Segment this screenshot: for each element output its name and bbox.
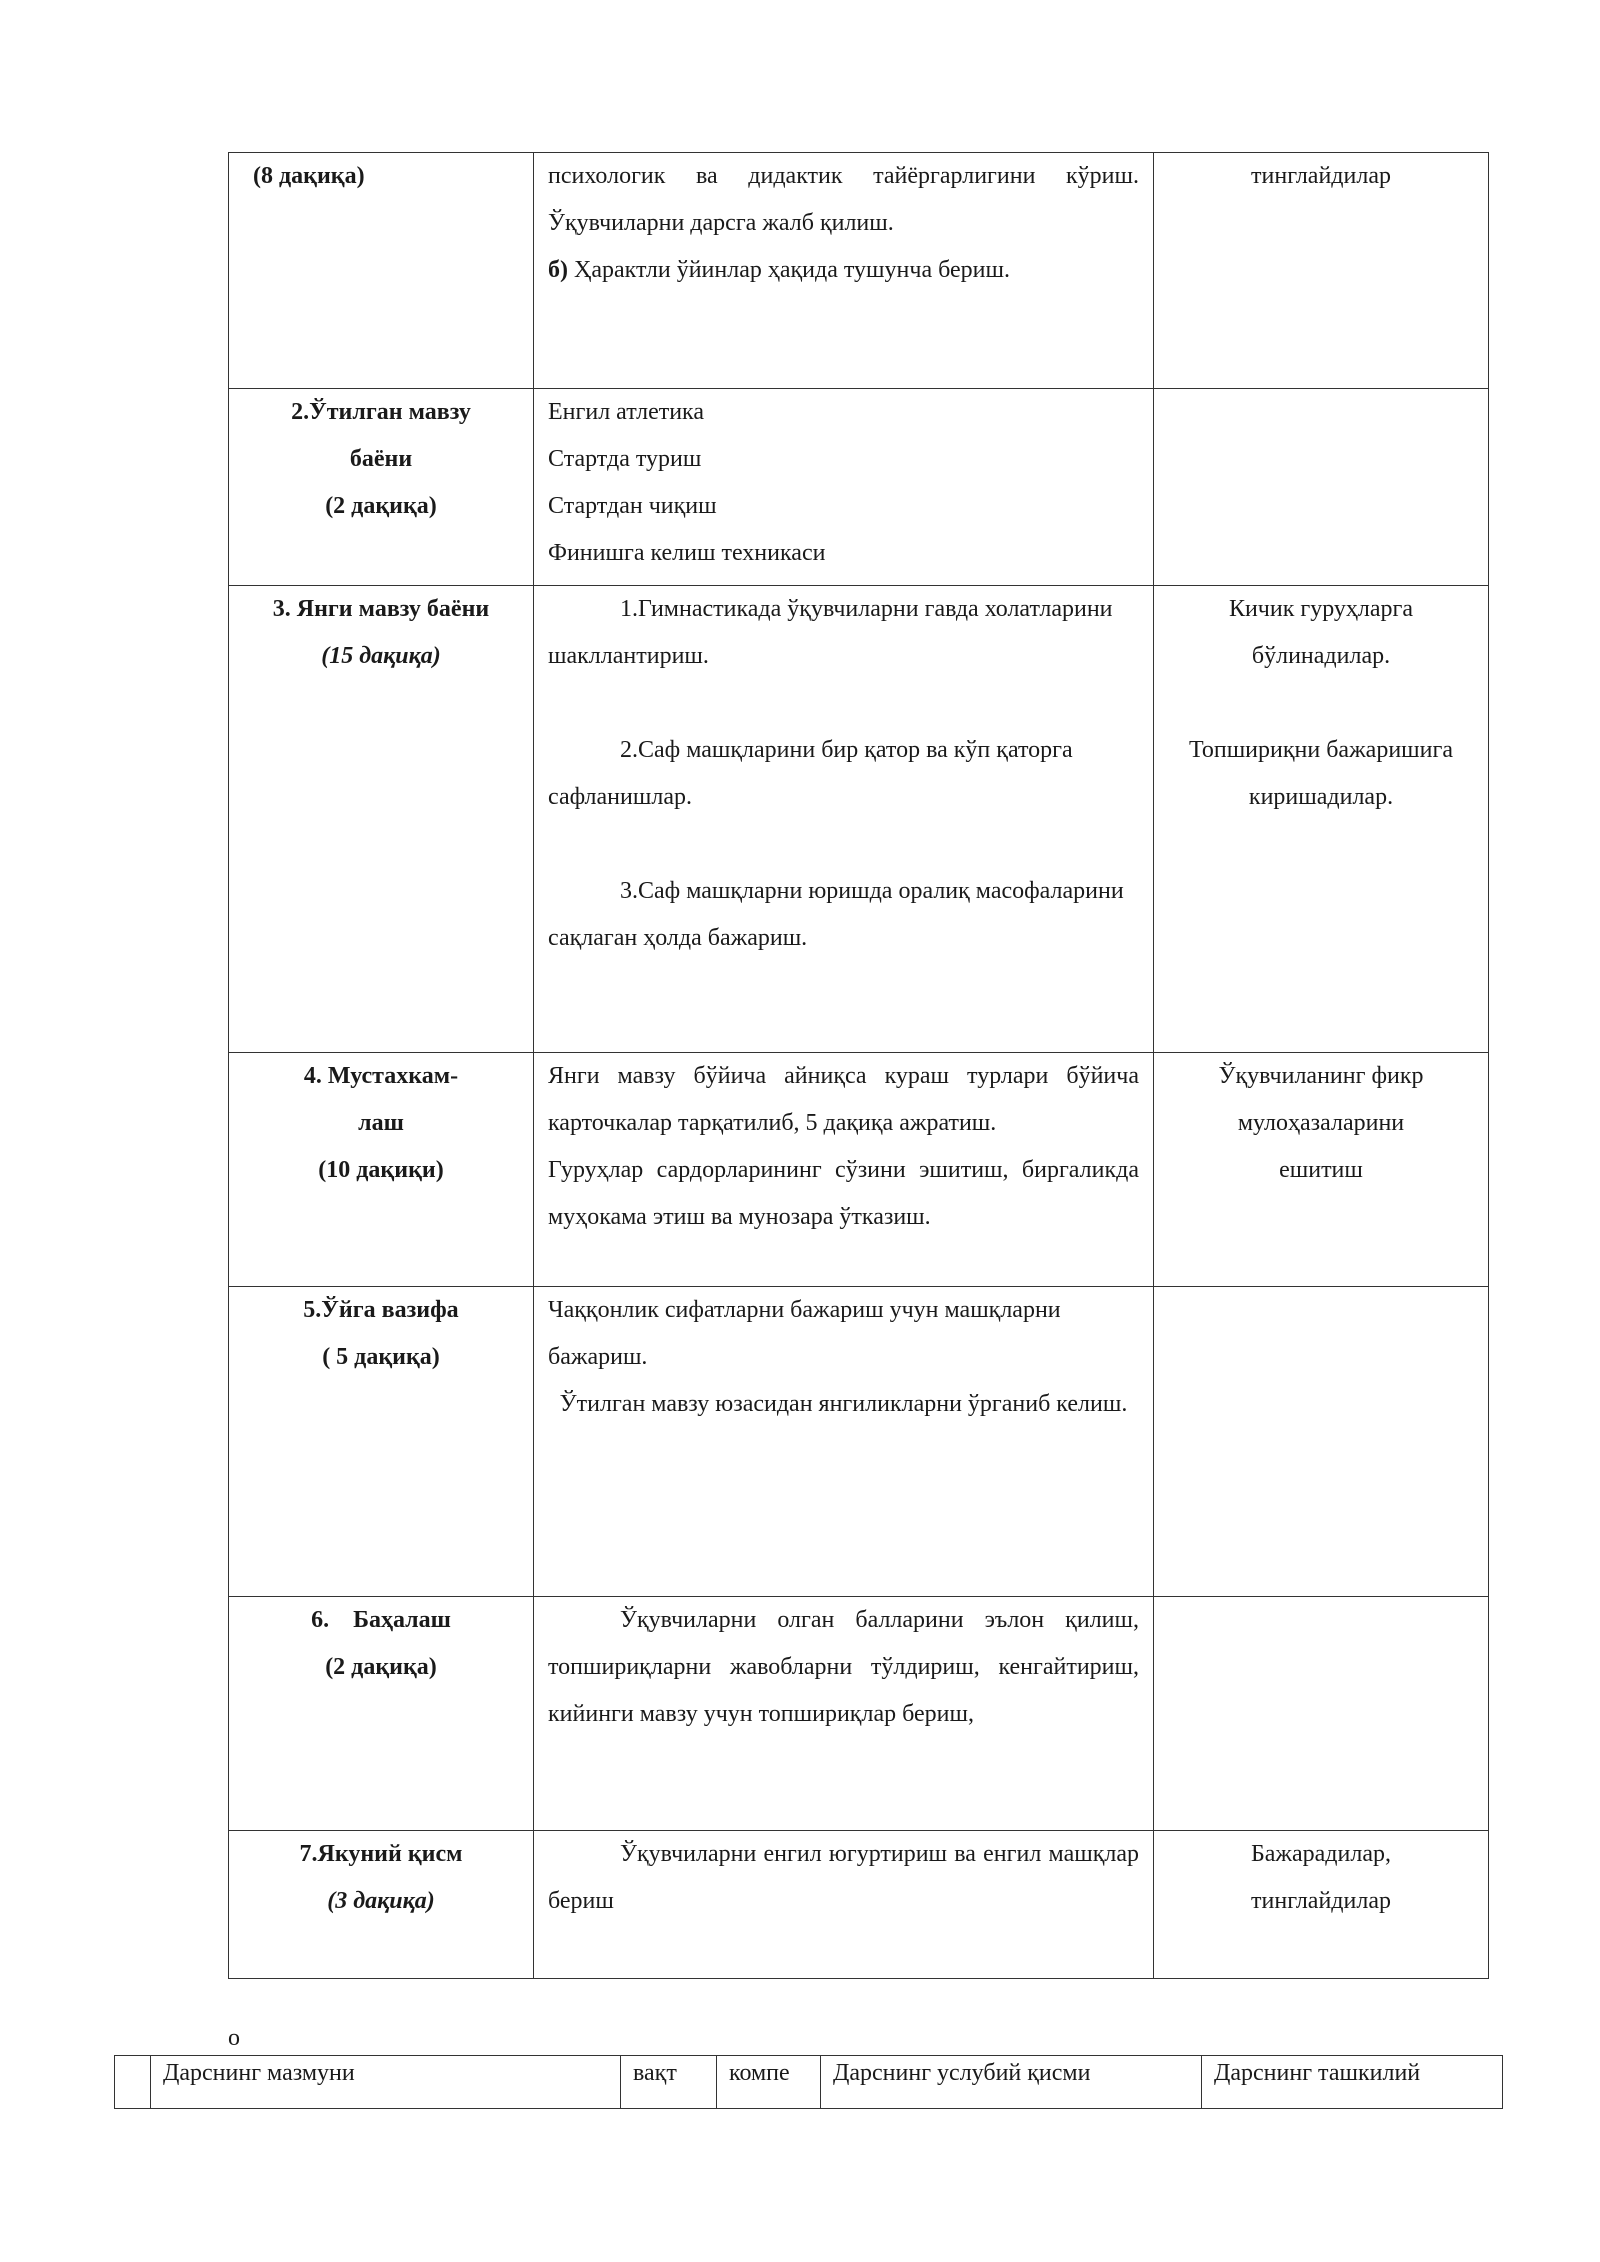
activity-text: Бажарадилар, [1250, 1841, 1391, 1867]
stage-cell [229, 389, 534, 586]
table-row [229, 1597, 1489, 1831]
content-text: Янги мавзу бўйича айниқса кураш турлари бўйича карточкалар тарқатилиб, 5 дақиқа ажратиш. [548, 1063, 1139, 1136]
stage-cell [229, 586, 534, 1053]
table-row [229, 389, 1489, 586]
content-text: 3.Саф машқларни юришда оралиқ масофаларини сақлаган ҳолда бажариш. [548, 878, 1124, 951]
stage-title: 4. Мустахкам- [303, 1063, 459, 1089]
header-cell: Дарснинг ташкилий [1202, 2056, 1503, 2109]
stage-time: (10 дақиқи) [318, 1157, 444, 1183]
content-cell [534, 1597, 1154, 1831]
activity-text: ешитиш [1279, 1157, 1363, 1183]
activity-text: Топшириқни бажаришига [1189, 737, 1453, 763]
content-text: Гуруҳлар сардорларининг сўзини эшитиш, биргаликда муҳокама этиш ва мунозара ўтказиш. [548, 1157, 1139, 1230]
content-cell [534, 153, 1154, 389]
activity-cell [1154, 153, 1489, 389]
activity-text: Кичик гуруҳларга [1228, 596, 1414, 622]
table-row [229, 1053, 1489, 1287]
content-text: 1.Гимнастикада ўқувчиларни гавда холатларини шакллантириш. [548, 596, 1113, 669]
stage-title: 7.Якуний қисм [299, 1841, 463, 1867]
stage-cell [229, 1287, 534, 1597]
activity-cell [1154, 1287, 1489, 1597]
content-cell [534, 389, 1154, 586]
activity-text: тинглайдилар [1251, 163, 1391, 189]
stage-time: (15 дақиқа) [321, 643, 441, 669]
stage-time: (2 дақиқа) [325, 493, 437, 519]
header-cell: компе [717, 2056, 821, 2109]
header-cell: вақт [621, 2056, 717, 2109]
stage-title: лаш [358, 1110, 404, 1136]
content-cell [534, 1053, 1154, 1287]
activity-cell [1154, 1597, 1489, 1831]
activity-cell [1154, 389, 1489, 586]
content-text: Чаққонлик сифатларни бажариш учун машқларни бажариш. [548, 1297, 1061, 1370]
lesson-plan-table [228, 152, 1489, 1979]
table-row [229, 586, 1489, 1053]
stage-title: 3. Янги мавзу баёни [272, 596, 490, 622]
content-cell [534, 586, 1154, 1053]
header-cell: Дарснинг мазмуни [151, 2056, 621, 2109]
activity-cell [1154, 1053, 1489, 1287]
content-text: Енгил атлетика [548, 399, 704, 425]
stage-title: баёни [349, 446, 413, 472]
activity-text: мулоҳазаларини [1237, 1110, 1405, 1136]
table-row [115, 2056, 1503, 2109]
activity-cell [1154, 1831, 1489, 1979]
content-text: психологик ва дидактик тайёргарлигини кўриш. Ўқувчиларни дарсга жалб қилиш. [548, 163, 1139, 236]
header-cell [115, 2056, 151, 2109]
content-text: Ўтилган мавзу юзасидан янгиликларни ўрганиб келиш. [559, 1391, 1128, 1417]
activity-text: бўлинадилар. [1251, 643, 1391, 669]
stage-title: 6. Баҳалаш [311, 1607, 451, 1633]
content-text: Стартда туриш [548, 446, 702, 472]
content-text: 2.Саф машқларини бир қатор ва кўп қаторга сафланишлар. [548, 737, 1073, 810]
item-prefix: б) [548, 257, 568, 283]
activity-text: тинглайдилар [1251, 1888, 1391, 1914]
stage-title: 5.Ўйга вазифа [303, 1297, 459, 1323]
content-text: Финишга келиш техникаси [548, 540, 826, 566]
stage-title: 2.Ўтилган мавзу [291, 399, 471, 425]
content-cell [534, 1287, 1154, 1597]
content-text: Стартдан чиқиш [548, 493, 717, 519]
content-cell [534, 1831, 1154, 1979]
header-cell: Дарснинг услубий қисми [821, 2056, 1202, 2109]
table-row [229, 1287, 1489, 1597]
stage-cell [229, 1053, 534, 1287]
stage-time: ( 5 дақиқа) [322, 1344, 440, 1370]
stage-time: (2 дақиқа) [325, 1654, 437, 1680]
stage-time: (8 дақиқа) [253, 163, 365, 189]
table-row [229, 1831, 1489, 1979]
content-text: Ўқувчиларни олган балларини эълон қилиш, топшириқларни жавобларни тўлдириш, кенгайтириш, кийинги мавзу учун топшириқлар бериш, [548, 1607, 1139, 1727]
table-row [229, 153, 1489, 389]
activity-text: Ўқувчиланинг фикр [1218, 1063, 1424, 1089]
stage-cell [229, 1597, 534, 1831]
content-text: Ўқувчиларни енгил югуртириш ва енгил машқлар бериш [548, 1841, 1139, 1914]
activity-text: киришадилар. [1248, 784, 1394, 810]
stray-character: о [228, 2025, 240, 2051]
stage-cell [229, 153, 534, 389]
stage-cell [229, 1831, 534, 1979]
activity-cell [1154, 586, 1489, 1053]
lesson-structure-header-table [114, 2055, 1503, 2109]
content-text: б) Ҳарактли ўйинлар ҳақида тушунча бериш. [548, 257, 1010, 283]
stage-time: (3 дақиқа) [327, 1888, 435, 1914]
